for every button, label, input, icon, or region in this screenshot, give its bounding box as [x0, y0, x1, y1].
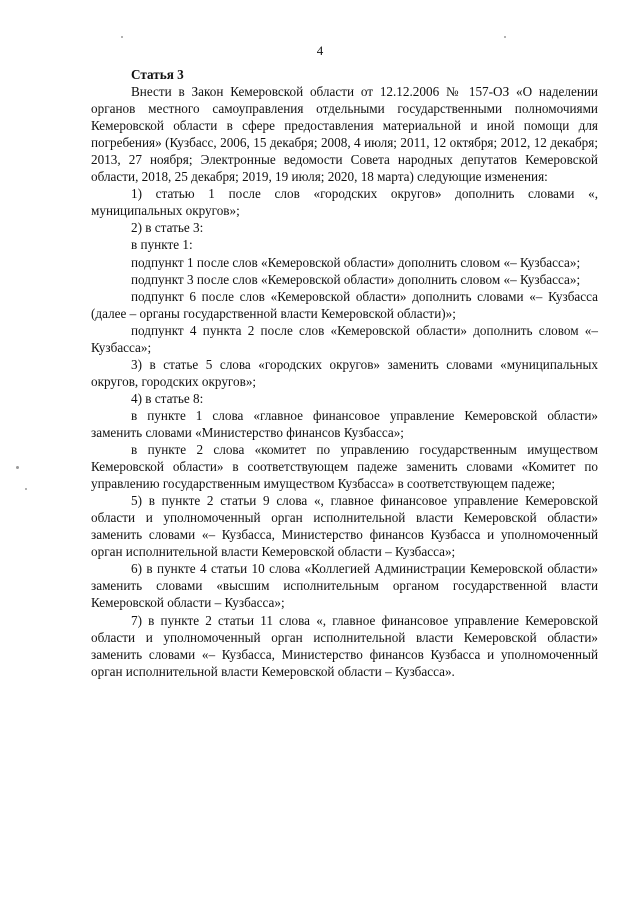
article-heading: Статья 3 [131, 67, 184, 82]
page-number: 4 [316, 43, 324, 58]
scan-speck [504, 36, 506, 38]
subpoint-1: подпункт 1 после слов «Кемеровской области» дополнить словом «– Кузбасса»; [131, 254, 581, 270]
scan-speck [16, 466, 19, 469]
amendment-item-6: 6) в пункте 4 статьи 10 слова «Коллегией Администрации Кемеровской области» заменить словами «высшим исполнительным органом государственной власти Кемеровской области – Кузбасса»; [91, 561, 598, 611]
sub-point-header: в пункте 1: [131, 237, 193, 253]
item-4-point-2: в пункте 2 слова «комитет по управлению государственным имуществом Кемеровской области» в соответствующем падеже заменить словами «Комитет по управлению государственным имуществом Кузбасса» в соответствующем падеже; [91, 442, 598, 492]
intro-paragraph: Внести в Закон Кемеровской области от 12.12.2006 № 157-ОЗ «О наделении органов местного самоуправления отдельными государственными полномочиями Кемеровской области в сфере предоставления материальной и иной помощи для погребения» (Кузбасс, 2006, 15 декабря; 2008, 4 июля; 2011, 12 октября; 2012, 12 декабря; 2013, 27 ноября; Электронные ведомости Совета народных депутатов Кемеровской области, 2018, 25 декабря; 2019, 19 июля; 2020, 18 марта) следующие изменения: [91, 84, 598, 185]
subpoint-4-point-2: подпункт 4 пункта 2 после слов «Кемеровской области» дополнить словом «– Кузбасса»; [91, 322, 598, 355]
amendment-item-3: 3) в статье 5 слова «городских округов» заменить словами «муниципальных округов, городских округов»; [91, 356, 598, 389]
scan-speck [25, 488, 27, 490]
amendment-item-1: 1) статью 1 после слов «городских округов» дополнить словами «, муниципальных округов»; [91, 186, 598, 219]
amendment-item-7: 7) в пункте 2 статьи 11 слова «, главное финансовое управление Кемеровской области и уполномоченный орган исполнительной власти Кемеровской области» заменить словами «– Кузбасса, Министерство финансов Кузбасса и уполномоченный орган исполнительной власти Кемеровской области – Кузбасса». [91, 612, 598, 679]
subpoint-6: подпункт 6 после слов «Кемеровской области» дополнить словами «– Кузбасса (далее – органы государственной власти Кемеровской области)»; [91, 288, 598, 321]
amendment-item-4: 4) в статье 8: [131, 390, 204, 406]
document-body [91, 66, 598, 680]
subpoint-3: подпункт 3 после слов «Кемеровской области» дополнить словом «– Кузбасса»; [131, 271, 581, 287]
scan-speck [121, 36, 123, 38]
amendment-item-2: 2) в статье 3: [131, 220, 204, 236]
amendment-item-5: 5) в пункте 2 статьи 9 слова «, главное финансовое управление Кемеровской области и уполномоченный орган исполнительной власти Кемеровской области» заменить словами «– Кузбасса, Министерство финансов Кузбасса и уполномоченный орган исполнительной власти Кемеровской области – Кузбасса»; [91, 493, 598, 560]
item-4-point-1: в пункте 1 слова «главное финансовое управление Кемеровской области» заменить словами «Министерство финансов Кузбасса»; [91, 407, 598, 440]
